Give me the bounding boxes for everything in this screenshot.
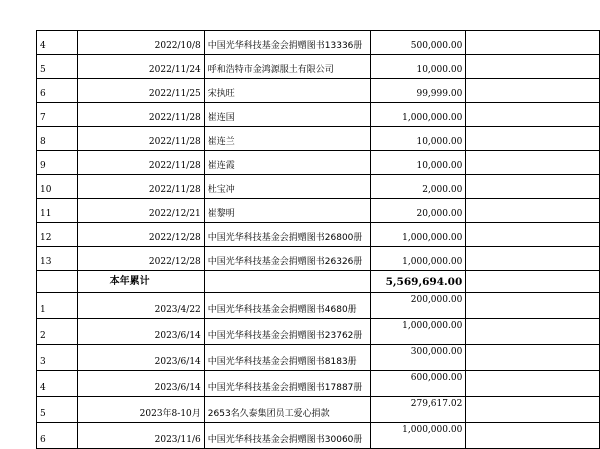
table-row <box>37 151 600 175</box>
row-number: 5 <box>37 55 78 79</box>
row-date: 2022/11/25 <box>77 79 204 103</box>
table-row <box>37 397 600 423</box>
row-date: 2023/6/14 <box>77 319 204 345</box>
row-amount: 1,000,000.00 <box>371 423 466 449</box>
table-row <box>37 319 600 345</box>
row-donor: 中国光华科技基金会捐赠图书26800册 <box>204 223 370 247</box>
table-row <box>37 55 600 79</box>
annual-total-amount: 5,569,694.00 <box>371 271 466 293</box>
row-date: 2022/11/28 <box>77 151 204 175</box>
row-date: 2022/11/28 <box>77 103 204 127</box>
table-row <box>37 31 600 55</box>
row-date: 2022/11/28 <box>77 127 204 151</box>
row-extra <box>466 247 600 271</box>
ledger-body-2023 <box>37 293 600 449</box>
row-amount: 1,000,000.00 <box>371 247 466 271</box>
annual-total-label: 本年累计 <box>77 271 204 293</box>
row-number: 10 <box>37 175 78 199</box>
row-number: 6 <box>37 423 78 449</box>
row-amount: 20,000.00 <box>371 199 466 223</box>
row-donor: 呼和浩特市金鸿源服土有限公司 <box>204 55 370 79</box>
row-date: 2023/6/14 <box>77 345 204 371</box>
row-extra <box>466 55 600 79</box>
table-row <box>37 127 600 151</box>
row-donor: 崔连霞 <box>204 151 370 175</box>
row-donor: 崔黎明 <box>204 199 370 223</box>
row-extra <box>466 31 600 55</box>
row-date: 2022/12/21 <box>77 199 204 223</box>
table-row <box>37 423 600 449</box>
row-date: 2022/12/28 <box>77 223 204 247</box>
donation-ledger-table <box>36 30 600 449</box>
ledger-total-section <box>37 271 600 293</box>
table-row <box>37 79 600 103</box>
table-row <box>37 223 600 247</box>
row-extra <box>466 371 600 397</box>
row-amount: 10,000.00 <box>371 127 466 151</box>
row-amount: 300,000.00 <box>371 345 466 371</box>
row-donor: 中国光华科技基金会捐赠图书17887册 <box>204 371 370 397</box>
table-row <box>37 345 600 371</box>
total-no-cell <box>37 271 78 293</box>
row-number: 7 <box>37 103 78 127</box>
row-number: 3 <box>37 345 78 371</box>
row-date: 2023/6/14 <box>77 371 204 397</box>
row-extra <box>466 79 600 103</box>
table-row <box>37 199 600 223</box>
row-date: 2022/10/8 <box>77 31 204 55</box>
row-donor: 2653名久泰集团员工爱心捐款 <box>204 397 370 423</box>
row-number: 9 <box>37 151 78 175</box>
row-extra <box>466 293 600 319</box>
row-donor: 中国光华科技基金会捐赠图书26326册 <box>204 247 370 271</box>
row-date: 2023/4/22 <box>77 293 204 319</box>
row-extra <box>466 423 600 449</box>
row-number: 8 <box>37 127 78 151</box>
row-extra <box>466 397 600 423</box>
row-extra <box>466 319 600 345</box>
row-extra <box>466 199 600 223</box>
row-extra <box>466 151 600 175</box>
row-extra <box>466 127 600 151</box>
row-number: 12 <box>37 223 78 247</box>
row-donor: 中国光华科技基金会捐赠图书4680册 <box>204 293 370 319</box>
row-date: 2022/11/24 <box>77 55 204 79</box>
ledger-body-2022 <box>37 31 600 271</box>
row-donor: 中国光华科技基金会捐赠图书30060册 <box>204 423 370 449</box>
row-amount: 600,000.00 <box>371 371 466 397</box>
table-row <box>37 293 600 319</box>
row-amount: 2,000.00 <box>371 175 466 199</box>
row-number: 2 <box>37 319 78 345</box>
row-amount: 279,617.02 <box>371 397 466 423</box>
table-row <box>37 175 600 199</box>
row-date: 2023/11/6 <box>77 423 204 449</box>
table-row <box>37 103 600 127</box>
row-number: 5 <box>37 397 78 423</box>
row-donor: 崔连国 <box>204 103 370 127</box>
row-donor: 中国光华科技基金会捐赠图书8183册 <box>204 345 370 371</box>
row-amount: 1,000,000.00 <box>371 223 466 247</box>
row-amount: 10,000.00 <box>371 151 466 175</box>
row-number: 4 <box>37 371 78 397</box>
row-donor: 中国光华科技基金会捐赠图书23762册 <box>204 319 370 345</box>
row-date: 2023年8-10月 <box>77 397 204 423</box>
row-extra <box>466 223 600 247</box>
total-extra-cell <box>466 271 600 293</box>
row-extra <box>466 103 600 127</box>
row-extra <box>466 175 600 199</box>
row-number: 6 <box>37 79 78 103</box>
annual-total-row <box>37 271 600 293</box>
row-date: 2022/11/28 <box>77 175 204 199</box>
row-donor: 宋执旺 <box>204 79 370 103</box>
row-donor: 崔连兰 <box>204 127 370 151</box>
row-number: 13 <box>37 247 78 271</box>
row-date: 2022/12/28 <box>77 247 204 271</box>
row-donor: 杜宝冲 <box>204 175 370 199</box>
row-amount: 99,999.00 <box>371 79 466 103</box>
total-donor-cell <box>204 271 370 293</box>
row-number: 4 <box>37 31 78 55</box>
row-number: 1 <box>37 293 78 319</box>
row-number: 11 <box>37 199 78 223</box>
table-row <box>37 247 600 271</box>
row-amount: 500,000.00 <box>371 31 466 55</box>
row-amount: 1,000,000.00 <box>371 319 466 345</box>
table-row <box>37 371 600 397</box>
row-amount: 10,000.00 <box>371 55 466 79</box>
row-amount: 1,000,000.00 <box>371 103 466 127</box>
row-extra <box>466 345 600 371</box>
row-amount: 200,000.00 <box>371 293 466 319</box>
row-donor: 中国光华科技基金会捐赠图书13336册 <box>204 31 370 55</box>
